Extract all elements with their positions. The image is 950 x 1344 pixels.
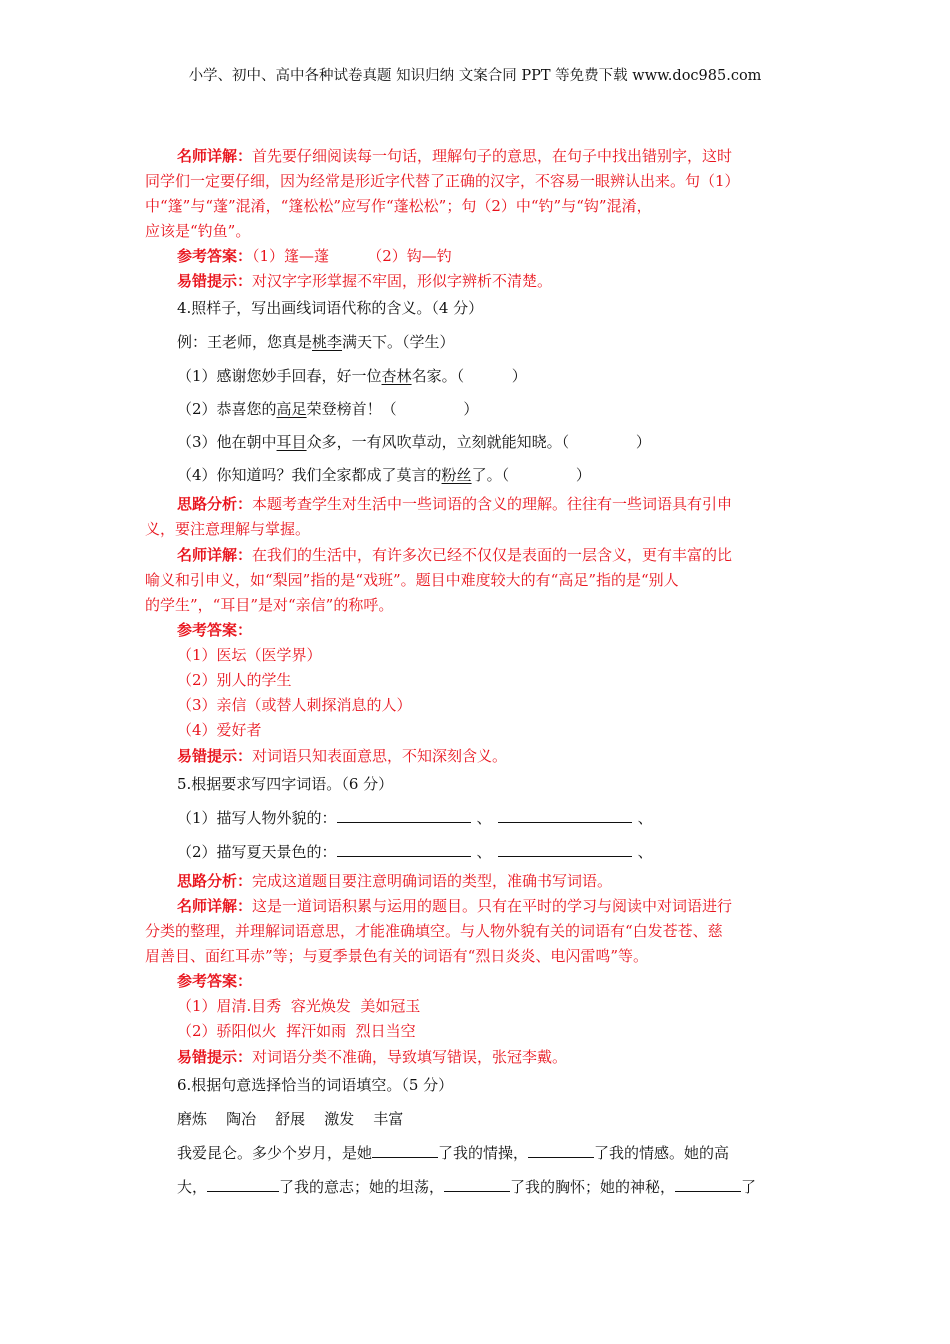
- q4-tip: [177, 746, 507, 766]
- q4-title: 4.照样子，写出画线词语代称的含义。（4 分）: [177, 299, 484, 317]
- q4-item-underlined: 粉丝: [441, 466, 472, 484]
- q4-item-post: 荣登榜首！（ ）: [306, 400, 479, 418]
- q4-example-pre: 例：王老师，您真是: [177, 333, 313, 351]
- q4-detail: [177, 545, 732, 565]
- q4-example-underlined: 桃李: [312, 333, 343, 351]
- q4-detail-text: 在我们的生活中，有许多次已经不仅仅是表面的一层含义，更有丰富的比: [252, 546, 733, 564]
- passage-text: 了我的胸怀；她的神秘，: [510, 1178, 676, 1196]
- q3-detail: [177, 146, 732, 166]
- q3-detail-text: 首先要仔细阅读每一句话，理解句子的意思，在句子中找出错别字，这时: [252, 147, 733, 165]
- answer-blank[interactable]: [498, 808, 632, 823]
- q5-analysis: [177, 871, 612, 891]
- q4-item-pre: （4）你知道吗？我们全家都成了莫言的: [177, 466, 442, 484]
- q4-item-pre: （1）感谢您妙手回春，好一位: [177, 367, 382, 385]
- separator: 、: [637, 843, 653, 861]
- q4-answer-label: 参考答案：: [177, 621, 253, 639]
- q4-item-post: 了。（ ）: [471, 466, 591, 484]
- q4-detail-label: 名师详解：: [177, 546, 253, 564]
- q5-tip: [177, 1047, 567, 1067]
- separator: 、: [476, 843, 492, 861]
- q3-detail-line: 中“篷”与“蓬”混淆，“篷松松”应写作“蓬松松”；句（2）中“钓”与“钩”混淆，: [145, 197, 652, 215]
- q5-item: [177, 842, 653, 862]
- passage-text: 大，: [177, 1178, 208, 1196]
- answer-blank[interactable]: [498, 842, 632, 857]
- q4-item-post: 名家。（ ）: [411, 367, 527, 385]
- q4-item-pre: （2）恭喜您的: [177, 400, 277, 418]
- q4-answer-item: （1）医坛（医学界）: [177, 646, 322, 664]
- q5-answer-item: （1）眉清.目秀 容光焕发 美如冠玉: [177, 997, 421, 1015]
- q3-tip-text: 对汉字字形掌握不牢固，形似字辨析不清楚。: [252, 272, 553, 290]
- q5-tip-text: 对词语分类不准确，导致填写错误，张冠李戴。: [252, 1048, 568, 1066]
- q5-answer-label: 参考答案：: [177, 972, 253, 990]
- q5-title: 5.根据要求写四字词语。（6 分）: [177, 775, 394, 793]
- q4-detail-line: 的学生”，“耳目”是对“亲信”的称呼。: [145, 596, 394, 614]
- page-header: 小学、初中、高中各种试卷真题 知识归纳 文案合同 PPT 等免费下载 www.doc985.com: [188, 68, 762, 84]
- q4-analysis-label: 思路分析：: [177, 495, 253, 513]
- q3-detail-label: 名师详解：: [177, 147, 253, 165]
- q5-detail-line: 眉善目、面红耳赤”等；与夏季景色有关的词语有“烈日炎炎、电闪雷鸣”等。: [145, 947, 649, 965]
- q4-detail-line: 喻义和引申义，如“梨园”指的是“戏班”。题目中难度较大的有“高足”指的是“别人: [145, 571, 679, 589]
- q6-passage-line: [177, 1177, 756, 1197]
- separator: 、: [476, 809, 492, 827]
- q5-detail-text: 这是一道词语积累与运用的题目。只有在平时的学习与阅读中对词语进行: [252, 897, 733, 915]
- q4-item: [177, 432, 651, 452]
- q5-answer-item: （2）骄阳似火 挥汗如雨 烈日当空: [177, 1022, 416, 1040]
- q6-passage-line: [177, 1143, 729, 1163]
- q4-answer-item: （4）爱好者: [177, 721, 262, 739]
- q4-item-underlined: 耳目: [276, 433, 307, 451]
- q4-item-underlined: 高足: [276, 400, 307, 418]
- q4-analysis-line: 义，要注意理解与掌握。: [145, 520, 311, 538]
- q3-tip: [177, 271, 552, 291]
- q6-word-bank: 磨炼 陶冶 舒展 激发 丰富: [177, 1110, 404, 1128]
- q5-item: [177, 808, 653, 828]
- q4-answer-item: （3）亲信（或替人刺探消息的人）: [177, 696, 412, 714]
- passage-text: 了我的情操，: [438, 1144, 529, 1162]
- q3-answer: [177, 246, 452, 266]
- q5-detail-line: 分类的整理，并理解词语意思，才能准确填空。与人物外貌有关的词语有“白发苍苍、慈: [145, 922, 723, 940]
- q3-answer-text: （1）篷—蓬 （2）钩—钓: [252, 247, 452, 265]
- q3-detail-line: 应该是“钓鱼”。: [145, 222, 251, 240]
- q5-detail-label: 名师详解：: [177, 897, 253, 915]
- q4-item: [177, 465, 591, 485]
- q3-tip-label: 易错提示：: [177, 272, 253, 290]
- q4-item-underlined: 杏林: [381, 367, 412, 385]
- q5-item-label: （1）描写人物外貌的：: [177, 809, 337, 827]
- answer-blank[interactable]: [528, 1143, 594, 1158]
- q4-item-post: 众多，一有风吹草动，立刻就能知晓。（ ）: [306, 433, 651, 451]
- q4-example: [177, 332, 455, 352]
- q4-tip-text: 对词语只知表面意思，不知深刻含义。: [252, 747, 508, 765]
- answer-blank[interactable]: [207, 1177, 279, 1192]
- passage-text: 了我的情感。她的高: [594, 1144, 730, 1162]
- q4-item: [177, 399, 478, 419]
- q5-analysis-label: 思路分析：: [177, 872, 253, 890]
- passage-text: 了: [741, 1178, 757, 1196]
- answer-blank[interactable]: [337, 808, 471, 823]
- q5-analysis-text: 完成这道题目要注意明确词语的类型，准确书写词语。: [252, 872, 613, 890]
- answer-blank[interactable]: [372, 1143, 438, 1158]
- q3-answer-label: 参考答案：: [177, 247, 253, 265]
- passage-text: 我爱昆仑。多少个岁月，是她: [177, 1144, 373, 1162]
- answer-blank[interactable]: [675, 1177, 741, 1192]
- q4-analysis: [177, 494, 732, 514]
- q6-title: 6.根据句意选择恰当的词语填空。（5 分）: [177, 1076, 454, 1094]
- q5-detail: [177, 896, 732, 916]
- q4-tip-label: 易错提示：: [177, 747, 253, 765]
- passage-text: 了我的意志；她的坦荡，: [279, 1178, 445, 1196]
- q4-example-post: 满天下。（学生）: [342, 333, 455, 351]
- q4-answer-item: （2）别人的学生: [177, 671, 292, 689]
- q4-analysis-text: 本题考查学生对生活中一些词语的含义的理解。往往有一些词语具有引申: [252, 495, 733, 513]
- q5-item-label: （2）描写夏天景色的：: [177, 843, 337, 861]
- q5-tip-label: 易错提示：: [177, 1048, 253, 1066]
- answer-blank[interactable]: [337, 842, 471, 857]
- separator: 、: [637, 809, 653, 827]
- q4-item-pre: （3）他在朝中: [177, 433, 277, 451]
- answer-blank[interactable]: [444, 1177, 510, 1192]
- q4-item: [177, 366, 527, 386]
- q3-detail-line: 同学们一定要仔细，因为经常是形近字代替了正确的汉字，不容易一眼辨认出来。句（1）: [145, 172, 740, 190]
